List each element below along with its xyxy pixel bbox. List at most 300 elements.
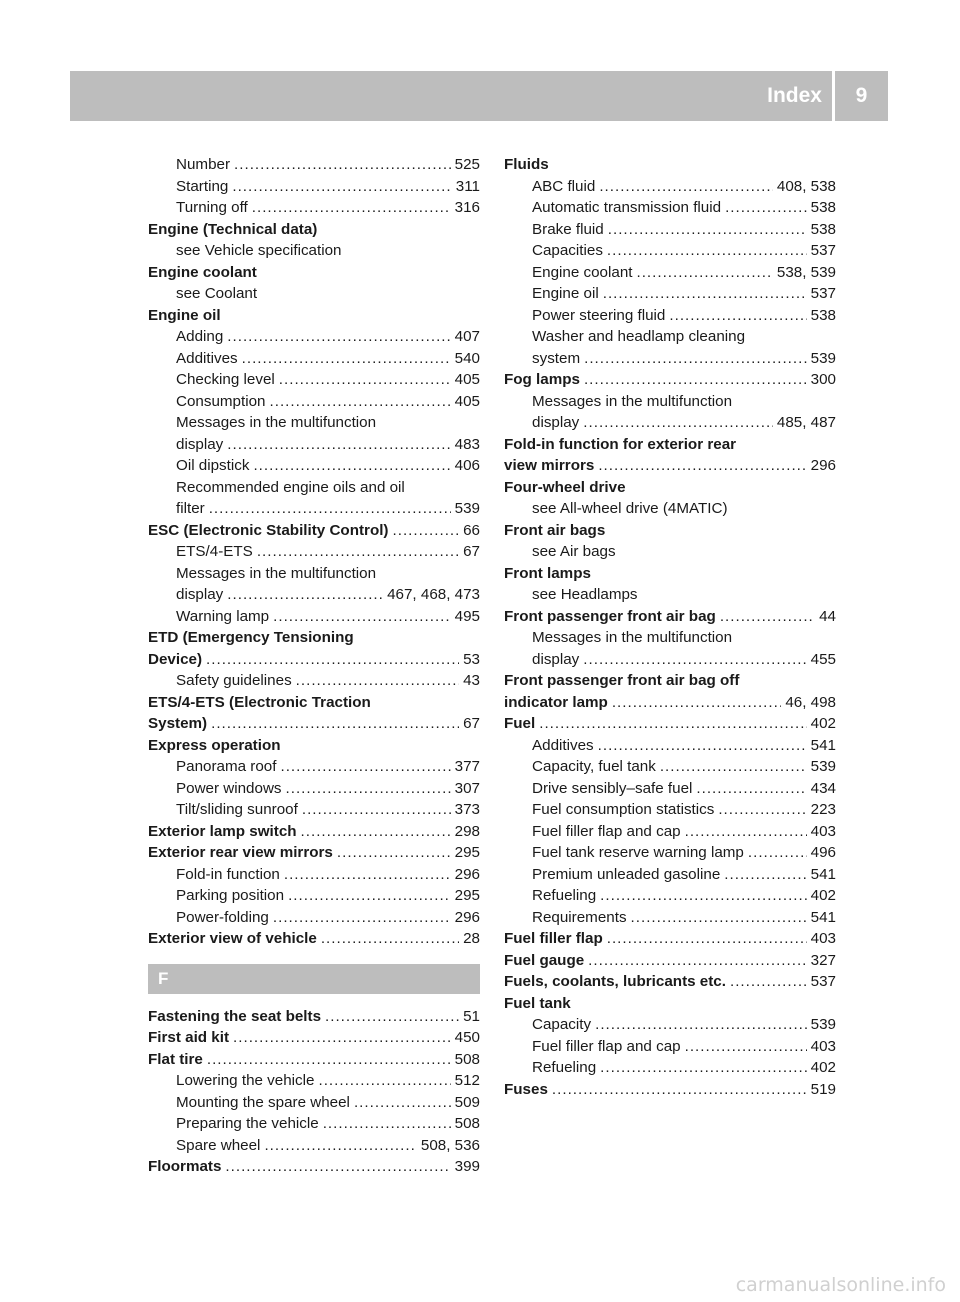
index-entry (504, 1057, 836, 1079)
entry-label: see All-wheel drive (4MATIC) (532, 500, 728, 517)
entry-label: Warning lamp (176, 607, 270, 625)
entry-page-ref[interactable]: 403 (810, 822, 836, 840)
index-entry (504, 348, 836, 370)
entry-label: Starting (176, 177, 229, 195)
entry-label: system (532, 349, 581, 367)
index-entry (504, 240, 836, 262)
entry-page-ref[interactable]: 67 (463, 715, 480, 732)
entry-label: System) (148, 715, 208, 732)
dot-leader (730, 971, 807, 993)
index-entry (148, 391, 480, 413)
entry-page-ref[interactable]: 483 (454, 435, 480, 453)
index-entry (504, 799, 836, 821)
entry-label: Messages in the multifunction (532, 392, 733, 410)
entry-label: Fuel (504, 715, 536, 732)
index-column-right (504, 154, 836, 1100)
entry-label: Parking position (176, 887, 285, 904)
entry-page-ref[interactable]: 53 (463, 650, 480, 668)
entry-page-ref[interactable]: 51 (463, 1007, 480, 1025)
index-entry (148, 756, 480, 778)
entry-page-ref[interactable]: 519 (810, 1080, 836, 1098)
dot-leader (588, 950, 806, 972)
entry-label: Fuels, coolants, lubricants etc. (504, 973, 726, 990)
entry-label: display (176, 435, 224, 453)
index-entry (504, 434, 836, 456)
dot-leader (685, 821, 807, 843)
entry-page-ref[interactable]: 399 (454, 1158, 480, 1175)
dot-leader (685, 1036, 807, 1058)
page-header (70, 71, 888, 121)
index-entry (148, 455, 480, 477)
entry-label: Engine (Technical data) (148, 220, 318, 238)
entry-label: Front passenger front air bag off (504, 672, 740, 689)
entry-label: Fold-in function for exterior rear (504, 435, 737, 453)
dot-leader (584, 369, 807, 391)
entry-label: Four-wheel drive (504, 478, 626, 496)
dot-leader (321, 928, 459, 950)
index-column-left (148, 154, 480, 1178)
entry-label: Lowering the vehicle (176, 1072, 315, 1089)
dot-leader (253, 455, 450, 477)
index-entry (504, 455, 836, 477)
entry-page-ref[interactable]: 295 (454, 844, 480, 861)
entry-label: Safety guidelines (176, 672, 292, 689)
dot-leader (273, 907, 451, 929)
index-entry (148, 305, 480, 327)
dot-leader (724, 864, 806, 886)
index-entry (148, 369, 480, 391)
entry-label: Additives (176, 349, 238, 367)
entry-page-ref[interactable]: 66 (463, 521, 480, 539)
entry-label: Checking level (176, 371, 275, 388)
dot-leader (296, 670, 459, 692)
entry-page-ref[interactable]: 327 (810, 951, 836, 969)
entry-label: see Vehicle specification (176, 242, 342, 259)
dot-leader (234, 154, 451, 176)
index-entry (504, 950, 836, 972)
dot-leader (603, 283, 807, 305)
index-entry (504, 971, 836, 993)
dot-leader (600, 1057, 806, 1079)
entry-page-ref[interactable]: 539 (810, 349, 836, 367)
entry-label: indicator lamp (504, 693, 608, 711)
dot-leader (552, 1079, 807, 1101)
entry-label: Fuel gauge (504, 951, 585, 969)
index-entry (504, 477, 836, 499)
dot-leader (612, 692, 782, 714)
index-entry (148, 434, 480, 456)
entry-page-ref[interactable]: 538 (810, 306, 836, 324)
entry-page-ref[interactable]: 450 (454, 1029, 480, 1046)
entry-label: Turning off (176, 199, 248, 216)
entry-label: Power-folding (176, 908, 269, 926)
entry-label: Consumption (176, 392, 266, 410)
dot-leader (323, 1113, 451, 1135)
entry-page-ref[interactable]: 402 (810, 1059, 836, 1076)
entry-label: Front passenger front air bag (504, 607, 716, 625)
dot-leader (584, 348, 807, 370)
index-entry (504, 928, 836, 950)
entry-page-ref[interactable]: 296 (810, 457, 836, 474)
entry-label: Fuel filler flap and cap (532, 1037, 681, 1055)
index-entry (148, 928, 480, 950)
dot-leader (636, 262, 772, 284)
entry-label: Premium unleaded gasoline (532, 865, 721, 883)
entry-label: ESC (Electronic Stability Control) (148, 521, 389, 539)
index-entry (148, 885, 480, 907)
entry-label: Mounting the spare wheel (176, 1093, 350, 1111)
entry-page-ref[interactable]: 539 (810, 1016, 836, 1033)
entry-label: Drive sensibly–safe fuel (532, 779, 693, 797)
index-entry (148, 1006, 480, 1028)
entry-label: Floormats (148, 1158, 222, 1175)
index-entry (504, 262, 836, 284)
index-entry (504, 885, 836, 907)
entry-label: Exterior rear view mirrors (148, 844, 333, 861)
index-entry (504, 692, 836, 714)
entry-page-ref[interactable]: 67 (463, 543, 480, 560)
dot-leader (583, 412, 773, 434)
entry-label: Flat tire (148, 1050, 203, 1068)
index-entry (148, 219, 480, 241)
index-entry (504, 498, 836, 520)
entry-page-ref[interactable]: 223 (810, 801, 836, 818)
dot-leader (252, 197, 451, 219)
entry-label: Fuel tank (504, 994, 571, 1012)
entry-page-ref[interactable]: 508 (454, 1115, 480, 1132)
entry-page-ref[interactable]: 496 (810, 844, 836, 861)
entry-page-ref[interactable]: 508, 536 (420, 1136, 480, 1154)
entry-page-ref[interactable]: 402 (810, 715, 836, 732)
index-entry (148, 821, 480, 843)
entry-label: ABC fluid (532, 177, 596, 195)
index-entry (148, 864, 480, 886)
dot-leader (598, 455, 806, 477)
dot-leader (608, 219, 807, 241)
index-entry (148, 842, 480, 864)
entry-page-ref[interactable]: 541 (810, 908, 836, 926)
dot-leader (280, 756, 450, 778)
entry-label: Engine coolant (532, 263, 633, 281)
dot-leader (720, 606, 815, 628)
entry-label: Power windows (176, 779, 282, 797)
entry-page-ref[interactable]: 377 (454, 758, 480, 775)
entry-page-ref[interactable]: 407 (454, 328, 480, 345)
dot-leader (696, 778, 806, 800)
entry-page-ref[interactable]: 508 (454, 1050, 480, 1068)
entry-label: Messages in the multifunction (532, 629, 733, 646)
entry-page-ref[interactable]: 537 (810, 285, 836, 302)
entry-label: Messages in the multifunction (176, 414, 377, 431)
index-entry (148, 799, 480, 821)
entry-page-ref[interactable]: 485, 487 (776, 414, 836, 431)
header-bar (70, 71, 722, 121)
entry-label: Power steering fluid (532, 306, 666, 324)
entry-page-ref[interactable]: 373 (454, 801, 480, 818)
entry-label: Engine oil (532, 285, 599, 302)
dot-leader (279, 369, 451, 391)
index-entry (148, 541, 480, 563)
entry-label: Requirements (532, 908, 627, 926)
index-entry (504, 778, 836, 800)
index-entry (504, 756, 836, 778)
entry-page-ref[interactable]: 541 (810, 736, 836, 754)
index-entry (148, 520, 480, 542)
index-entry (504, 627, 836, 649)
entry-label: Fold-in function (176, 865, 280, 883)
dot-leader (233, 1027, 451, 1049)
entry-page-ref[interactable]: 402 (810, 887, 836, 904)
entry-label: Front air bags (504, 521, 606, 539)
entry-label: see Air bags (532, 543, 616, 560)
entry-page-ref[interactable]: 539 (454, 500, 480, 517)
dot-leader (354, 1092, 451, 1114)
index-entry (148, 649, 480, 671)
entry-label: Panorama roof (176, 758, 277, 775)
index-entry (504, 1036, 836, 1058)
index-entry (504, 326, 836, 348)
dot-leader (301, 821, 451, 843)
index-entry (148, 713, 480, 735)
dot-leader (718, 799, 806, 821)
index-entry (504, 993, 836, 1015)
index-entry (148, 412, 480, 434)
index-entry (504, 821, 836, 843)
dot-leader (286, 778, 451, 800)
entry-page-ref[interactable]: 296 (454, 865, 480, 883)
dot-leader (207, 1049, 451, 1071)
dot-leader (284, 864, 451, 886)
dot-leader (669, 305, 806, 327)
entry-page-ref[interactable]: 43 (463, 672, 480, 689)
entry-label: display (532, 414, 580, 431)
entry-label: Fastening the seat belts (148, 1007, 322, 1025)
entry-page-ref[interactable]: 540 (454, 349, 480, 367)
index-entry (504, 1014, 836, 1036)
entry-page-ref[interactable]: 298 (454, 822, 480, 840)
dot-leader (270, 391, 451, 413)
index-entry (148, 1113, 480, 1135)
entry-label: Tilt/sliding sunroof (176, 801, 298, 818)
index-entry (504, 391, 836, 413)
entry-label: ETD (Emergency Tensioning (148, 629, 354, 646)
dot-leader (600, 885, 806, 907)
entry-page-ref[interactable]: 403 (810, 930, 836, 947)
entry-label: Capacity, fuel tank (532, 758, 656, 775)
entry-page-ref[interactable]: 525 (454, 156, 480, 173)
index-entry (504, 584, 836, 606)
header-title: Index (722, 71, 832, 121)
index-entry (504, 305, 836, 327)
index-entry (148, 563, 480, 585)
entry-label: display (532, 650, 580, 668)
entry-page-ref[interactable]: 495 (454, 607, 480, 625)
entry-page-ref[interactable]: 538 (810, 220, 836, 238)
entry-label: First aid kit (148, 1029, 230, 1046)
entry-label: Fuses (504, 1080, 548, 1098)
index-entry (148, 1135, 480, 1157)
entry-label: see Coolant (176, 285, 258, 302)
dot-leader (211, 713, 459, 735)
entry-label: Fog lamps (504, 371, 580, 388)
entry-page-ref[interactable]: 307 (454, 779, 480, 797)
dot-leader (607, 928, 807, 950)
index-entry (148, 326, 480, 348)
entry-label: Messages in the multifunction (176, 564, 377, 582)
entry-label: Fuel filler flap and cap (532, 822, 681, 840)
entry-page-ref[interactable]: 316 (454, 199, 480, 216)
entry-page-ref[interactable]: 295 (454, 887, 480, 904)
index-entry (148, 176, 480, 198)
dot-leader (725, 197, 807, 219)
entry-label: filter (176, 500, 205, 517)
entry-page-ref[interactable]: 537 (810, 242, 836, 259)
index-entry (504, 541, 836, 563)
entry-label: Automatic transmission fluid (532, 199, 722, 216)
entry-label: Fluids (504, 156, 549, 173)
dot-leader (225, 1156, 450, 1178)
index-entry (148, 584, 480, 606)
index-entry (504, 154, 836, 176)
index-entry (148, 262, 480, 284)
dot-leader (583, 649, 806, 671)
entry-page-ref[interactable]: 539 (810, 758, 836, 775)
entry-label: Additives (532, 736, 594, 754)
index-entry (148, 240, 480, 262)
index-entry (504, 670, 836, 692)
entry-page-ref[interactable]: 405 (454, 371, 480, 388)
dot-leader (206, 649, 459, 671)
index-entry (504, 412, 836, 434)
index-entry (148, 907, 480, 929)
entry-label: Fuel filler flap (504, 930, 603, 947)
index-entry (504, 864, 836, 886)
entry-label: Refueling (532, 1059, 597, 1076)
entry-page-ref[interactable]: 408, 538 (776, 177, 836, 195)
dot-leader (599, 176, 773, 198)
index-entry (148, 348, 480, 370)
entry-label: display (176, 586, 224, 603)
entry-page-ref[interactable]: 28 (463, 930, 480, 947)
entry-label: ETS/4-ETS (176, 543, 253, 560)
index-entry (148, 778, 480, 800)
index-entry (504, 283, 836, 305)
index-entry (504, 649, 836, 671)
entry-page-ref[interactable]: 509 (454, 1093, 480, 1111)
entry-label: Brake fluid (532, 220, 604, 238)
entry-label: Recommended engine oils and oil (176, 478, 405, 496)
dot-leader (209, 498, 451, 520)
entry-label: Refueling (532, 887, 597, 904)
index-entry (148, 627, 480, 649)
dot-leader (595, 1014, 807, 1036)
entry-label: Number (176, 156, 231, 173)
index-entry (504, 563, 836, 585)
entry-page-ref[interactable]: 434 (810, 779, 836, 797)
entry-page-ref[interactable]: 538, 539 (776, 263, 836, 281)
dot-leader (393, 520, 460, 542)
dot-leader (539, 713, 806, 735)
dot-leader (264, 1135, 416, 1157)
entry-page-ref[interactable]: 405 (454, 392, 480, 410)
dot-leader (325, 1006, 459, 1028)
entry-label: Preparing the vehicle (176, 1115, 319, 1132)
index-entry (504, 176, 836, 198)
entry-page-ref[interactable]: 455 (810, 650, 836, 668)
index-entry (504, 520, 836, 542)
entry-label: Capacities (532, 242, 603, 259)
dot-leader (227, 326, 450, 348)
entry-label: Adding (176, 328, 224, 345)
entry-label: Engine coolant (148, 263, 257, 281)
index-entry (148, 670, 480, 692)
entry-label: Exterior view of vehicle (148, 930, 317, 947)
dot-leader (257, 541, 459, 563)
index-entry (148, 283, 480, 305)
index-entry (148, 197, 480, 219)
entry-label: Exterior lamp switch (148, 822, 297, 840)
entry-page-ref[interactable]: 300 (810, 371, 836, 388)
section-heading: F (148, 964, 480, 994)
entry-label: Washer and headlamp cleaning (532, 328, 746, 345)
entry-page-ref[interactable]: 403 (810, 1037, 836, 1055)
entry-page-ref[interactable]: 406 (454, 457, 480, 474)
dot-leader (631, 907, 807, 929)
index-entry (504, 197, 836, 219)
entry-label: Fuel consumption statistics (532, 801, 715, 818)
entry-page-ref[interactable]: 296 (454, 908, 480, 926)
entry-page-ref[interactable]: 46, 498 (785, 693, 836, 711)
index-entry (148, 1027, 480, 1049)
entry-page-ref[interactable]: 512 (454, 1072, 480, 1089)
dot-leader (273, 606, 451, 628)
page-number: 9 (835, 71, 888, 121)
index-entry (504, 735, 836, 757)
entry-page-ref[interactable]: 44 (819, 607, 836, 625)
index-entry (504, 1079, 836, 1101)
entry-label: Capacity (532, 1016, 592, 1033)
entry-page-ref[interactable]: 311 (455, 177, 480, 195)
dot-leader (227, 584, 383, 606)
index-entry (504, 606, 836, 628)
watermark: carmanualsonline.info (735, 1274, 946, 1296)
entry-label: view mirrors (504, 457, 595, 474)
entry-page-ref[interactable]: 467, 468, 473 (387, 586, 480, 603)
dot-leader (227, 434, 450, 456)
entry-label: Front lamps (504, 564, 591, 582)
dot-leader (337, 842, 451, 864)
dot-leader (288, 885, 451, 907)
index-entry (148, 606, 480, 628)
entry-page-ref[interactable]: 541 (810, 865, 836, 883)
index-entry (148, 154, 480, 176)
dot-leader (232, 176, 451, 198)
dot-leader (607, 240, 807, 262)
index-entry (148, 735, 480, 757)
index-entry (148, 498, 480, 520)
index-entry (504, 907, 836, 929)
entry-label: Oil dipstick (176, 457, 250, 474)
entry-page-ref[interactable]: 538 (810, 199, 836, 216)
index-entry (148, 1092, 480, 1114)
index-entry (504, 713, 836, 735)
entry-label: Express operation (148, 736, 281, 754)
entry-label: Spare wheel (176, 1136, 261, 1154)
entry-page-ref[interactable]: 537 (810, 973, 836, 990)
entry-label: Device) (148, 650, 203, 668)
dot-leader (598, 735, 807, 757)
index-entry (504, 219, 836, 241)
